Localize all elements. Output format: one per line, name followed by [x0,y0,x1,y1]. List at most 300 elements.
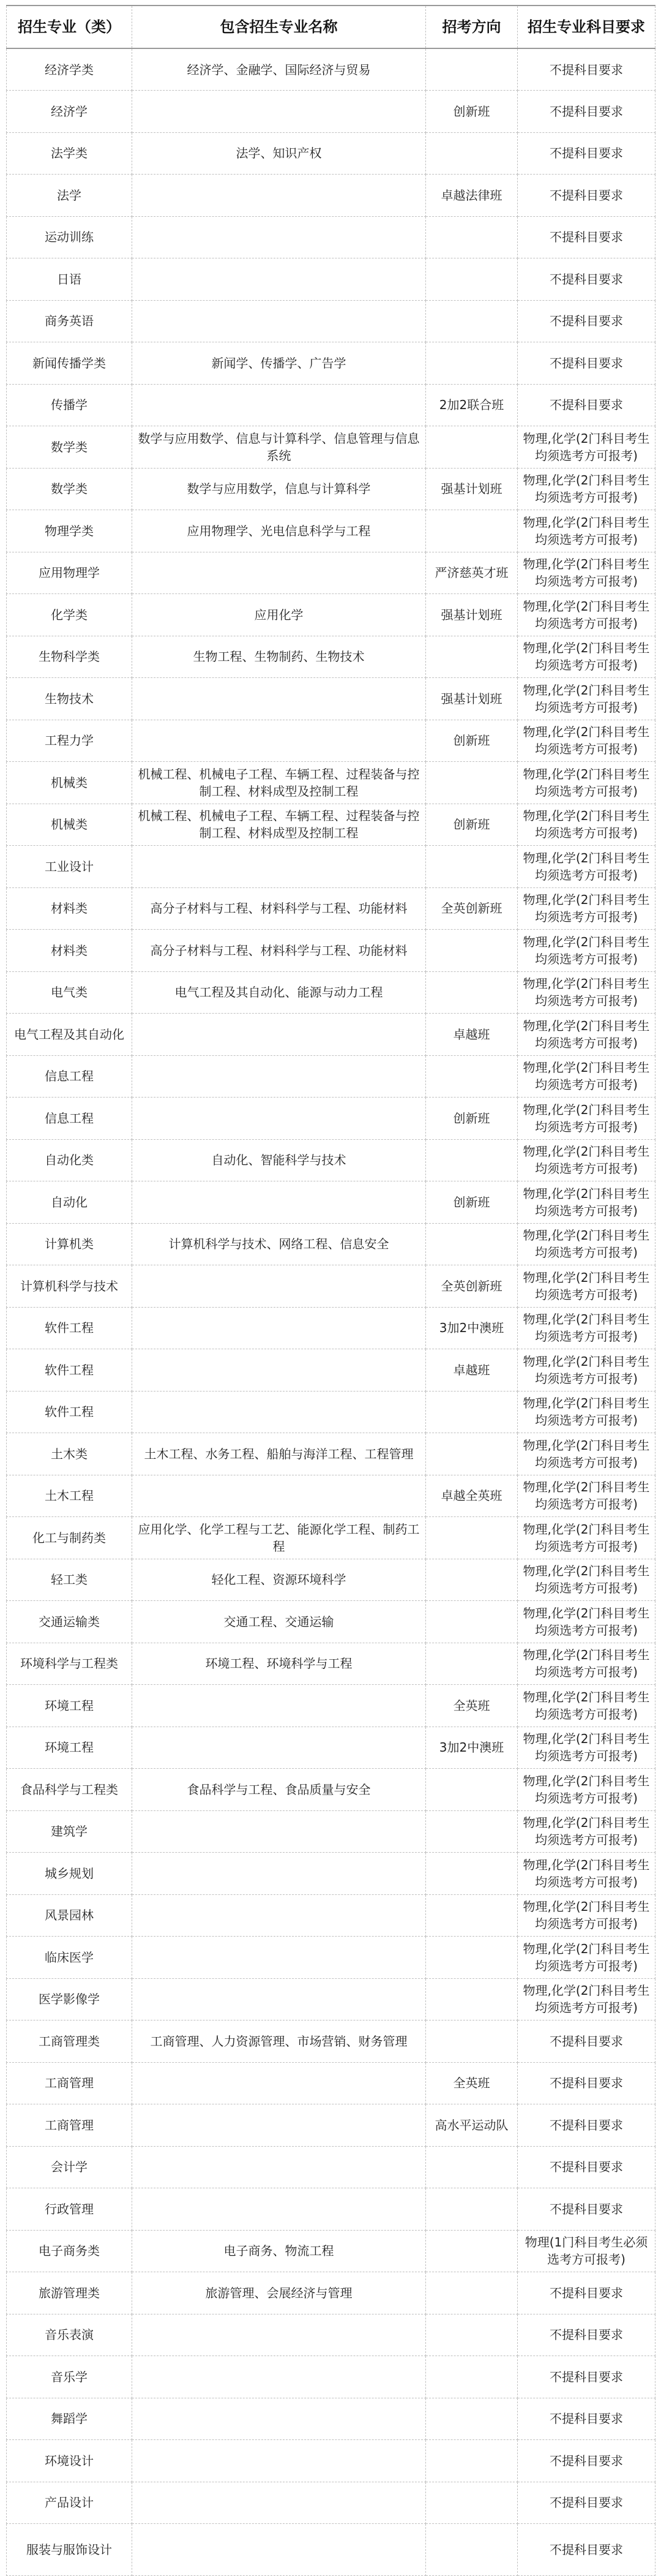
direction-cell: 强基计划班 [426,468,518,510]
direction-cell [426,636,518,678]
direction-cell: 全英创新班 [426,887,518,930]
direction-cell: 强基计划班 [426,594,518,636]
major-category-cell: 服装与服饰设计 [7,2524,132,2576]
table-row [7,720,655,762]
direction-cell [426,1810,518,1853]
included-majors-cell [132,2062,426,2104]
included-majors-cell [132,1098,426,1140]
major-category-cell: 行政管理 [7,2188,132,2231]
direction-cell [426,2272,518,2314]
direction-cell: 创新班 [426,91,518,133]
direction-cell: 强基计划班 [426,678,518,720]
direction-cell [426,1223,518,1265]
subject-requirement-cell: 不提科目要求 [518,216,655,258]
major-category-cell: 电子商务类 [7,2230,132,2272]
subject-requirement-cell: 不提科目要求 [518,2482,655,2524]
subject-requirement-cell: 物理,化学(2门科目考生均须选考方可报考) [518,1098,655,1140]
included-majors-cell [132,300,426,342]
included-majors-cell [132,1307,426,1349]
table-row [7,762,655,804]
direction-cell: 卓越班 [426,1349,518,1392]
subject-requirement-cell: 不提科目要求 [518,300,655,342]
table-body [7,48,655,2576]
major-category-cell: 工商管理 [7,2104,132,2147]
direction-cell [426,930,518,972]
table-row [7,1181,655,1224]
included-majors-cell [132,2146,426,2188]
major-category-cell: 机械类 [7,762,132,804]
direction-cell [426,1391,518,1433]
subject-requirement-cell: 物理,化学(2门科目考生均须选考方可报考) [518,1937,655,1979]
direction-cell [426,2188,518,2231]
subject-requirement-cell: 物理,化学(2门科目考生均须选考方可报考) [518,762,655,804]
included-majors-cell [132,91,426,133]
included-majors-cell [132,678,426,720]
table-row [7,930,655,972]
subject-requirement-cell: 不提科目要求 [518,2356,655,2398]
subject-requirement-cell: 不提科目要求 [518,132,655,175]
included-majors-cell [132,1391,426,1433]
major-category-cell: 物理学类 [7,510,132,552]
included-majors-cell: 应用物理学、光电信息科学与工程 [132,510,426,552]
subject-requirement-cell: 物理(1门科目考生必须选考方可报考) [518,2230,655,2272]
table-row [7,2062,655,2104]
included-majors-cell [132,846,426,888]
direction-cell [426,2230,518,2272]
included-majors-cell: 轻化工程、资源环境科学 [132,1559,426,1601]
table-row [7,1014,655,1056]
direction-cell [426,2482,518,2524]
subject-requirement-cell: 不提科目要求 [518,48,655,91]
direction-cell [426,300,518,342]
included-majors-cell [132,2440,426,2482]
direction-cell [426,1559,518,1601]
subject-requirement-cell: 物理,化学(2门科目考生均须选考方可报考) [518,1139,655,1181]
subject-requirement-cell: 物理,化学(2门科目考生均须选考方可报考) [518,1810,655,1853]
major-category-cell: 工程力学 [7,720,132,762]
subject-requirement-cell: 不提科目要求 [518,342,655,385]
table-row [7,384,655,426]
included-majors-cell: 电子商务、物流工程 [132,2230,426,2272]
included-majors-cell: 计算机科学与技术、网络工程、信息安全 [132,1223,426,1265]
included-majors-cell [132,552,426,594]
subject-requirement-cell: 物理,化学(2门科目考生均须选考方可报考) [518,971,655,1014]
included-majors-cell: 数学与应用数学、信息与计算科学、信息管理与信息系统 [132,426,426,469]
included-majors-cell: 生物工程、生物制药、生物技术 [132,636,426,678]
table-row [7,1265,655,1308]
direction-cell: 卓越班 [426,1014,518,1056]
subject-requirement-cell: 物理,化学(2门科目考生均须选考方可报考) [518,1391,655,1433]
table-row [7,1055,655,1098]
majors-table [6,5,655,2576]
included-majors-cell [132,1894,426,1937]
subject-requirement-cell: 物理,化学(2门科目考生均须选考方可报考) [518,1643,655,1685]
major-category-cell: 轻工类 [7,1559,132,1601]
major-category-cell: 环境工程 [7,1727,132,1769]
included-majors-cell: 经济学、金融学、国际经济与贸易 [132,48,426,91]
included-majors-cell: 旅游管理、会展经济与管理 [132,2272,426,2314]
direction-cell: 创新班 [426,720,518,762]
table-row [7,426,655,469]
direction-cell: 高水平运动队 [426,2104,518,2147]
major-category-cell: 临床医学 [7,1937,132,1979]
table-row [7,1098,655,1140]
table-row [7,2524,655,2576]
direction-cell [426,48,518,91]
subject-requirement-cell: 物理,化学(2门科目考生均须选考方可报考) [518,930,655,972]
subject-requirement-cell: 物理,化学(2门科目考生均须选考方可报考) [518,1517,655,1559]
major-category-cell: 软件工程 [7,1349,132,1392]
direction-cell: 全英班 [426,2062,518,2104]
subject-requirement-cell: 物理,化学(2门科目考生均须选考方可报考) [518,426,655,469]
major-category-cell: 自动化 [7,1181,132,1224]
subject-requirement-cell: 不提科目要求 [518,2188,655,2231]
included-majors-cell: 自动化、智能科学与技术 [132,1139,426,1181]
included-majors-cell [132,2188,426,2231]
table-row [7,1601,655,1643]
subject-requirement-cell: 物理,化学(2门科目考生均须选考方可报考) [518,1978,655,2021]
included-majors-cell: 电气工程及其自动化、能源与动力工程 [132,971,426,1014]
major-category-cell: 工商管理 [7,2062,132,2104]
subject-requirement-cell: 不提科目要求 [518,2398,655,2440]
table-row [7,132,655,175]
table-row [7,1391,655,1433]
major-category-cell: 音乐表演 [7,2314,132,2356]
subject-requirement-cell: 物理,化学(2门科目考生均须选考方可报考) [518,468,655,510]
direction-cell [426,1978,518,2021]
included-majors-cell [132,258,426,301]
table-row [7,971,655,1014]
included-majors-cell [132,384,426,426]
table-row [7,1349,655,1392]
major-category-cell: 传播学 [7,384,132,426]
subject-requirement-cell: 物理,化学(2门科目考生均须选考方可报考) [518,1223,655,1265]
subject-requirement-cell: 不提科目要求 [518,258,655,301]
table-row [7,91,655,133]
included-majors-cell [132,1853,426,1895]
subject-requirement-cell: 物理,化学(2门科目考生均须选考方可报考) [518,678,655,720]
included-majors-cell [132,1727,426,1769]
direction-cell: 3加2中澳班 [426,1307,518,1349]
included-majors-cell: 高分子材料与工程、材料科学与工程、功能材料 [132,887,426,930]
included-majors-cell [132,2104,426,2147]
major-category-cell: 法学类 [7,132,132,175]
major-category-cell: 运动训练 [7,216,132,258]
subject-requirement-cell: 物理,化学(2门科目考生均须选考方可报考) [518,720,655,762]
subject-requirement-cell: 不提科目要求 [518,175,655,217]
direction-cell [426,2398,518,2440]
subject-requirement-cell: 物理,化学(2门科目考生均须选考方可报考) [518,1601,655,1643]
table-row [7,594,655,636]
included-majors-cell: 法学、知识产权 [132,132,426,175]
subject-requirement-cell: 物理,化学(2门科目考生均须选考方可报考) [518,804,655,846]
major-category-cell: 材料类 [7,887,132,930]
table-header [7,6,655,48]
included-majors-cell: 应用化学 [132,594,426,636]
direction-cell: 创新班 [426,1181,518,1224]
included-majors-cell: 新闻学、传播学、广告学 [132,342,426,385]
table-row [7,1139,655,1181]
major-category-cell: 电气类 [7,971,132,1014]
included-majors-cell [132,1014,426,1056]
direction-cell [426,1517,518,1559]
subject-requirement-cell: 物理,化学(2门科目考生均须选考方可报考) [518,1894,655,1937]
major-category-cell: 法学 [7,175,132,217]
direction-cell: 全英班 [426,1685,518,1727]
included-majors-cell: 交通工程、交通运输 [132,1601,426,1643]
subject-requirement-cell: 物理,化学(2门科目考生均须选考方可报考) [518,1475,655,1517]
major-category-cell: 生物技术 [7,678,132,720]
included-majors-cell [132,1055,426,1098]
header-direction: 招考方向 [426,6,518,48]
subject-requirement-cell: 不提科目要求 [518,2524,655,2576]
direction-cell [426,2146,518,2188]
included-majors-cell [132,1685,426,1727]
direction-cell [426,971,518,1014]
major-category-cell: 化学类 [7,594,132,636]
direction-cell: 创新班 [426,804,518,846]
subject-requirement-cell: 不提科目要求 [518,2021,655,2063]
included-majors-cell [132,720,426,762]
table-row [7,846,655,888]
table-row [7,258,655,301]
direction-cell [426,1643,518,1685]
included-majors-cell [132,1978,426,2021]
table-row [7,2314,655,2356]
subject-requirement-cell: 不提科目要求 [518,2104,655,2147]
subject-requirement-cell: 物理,化学(2门科目考生均须选考方可报考) [518,1181,655,1224]
subject-requirement-cell: 物理,化学(2门科目考生均须选考方可报考) [518,1559,655,1601]
subject-requirement-cell: 物理,化学(2门科目考生均须选考方可报考) [518,1014,655,1056]
header-subject-requirement: 招生专业科目要求 [518,6,655,48]
direction-cell [426,510,518,552]
table-row [7,300,655,342]
subject-requirement-cell: 物理,化学(2门科目考生均须选考方可报考) [518,510,655,552]
subject-requirement-cell: 物理,化学(2门科目考生均须选考方可报考) [518,552,655,594]
table-row [7,1853,655,1895]
major-category-cell: 自动化类 [7,1139,132,1181]
table-row [7,1559,655,1601]
major-category-cell: 土木类 [7,1433,132,1475]
included-majors-cell: 食品科学与工程、食品质量与安全 [132,1769,426,1811]
included-majors-cell [132,2524,426,2576]
direction-cell [426,2524,518,2576]
subject-requirement-cell: 物理,化学(2门科目考生均须选考方可报考) [518,1769,655,1811]
table-row [7,1433,655,1475]
direction-cell [426,2314,518,2356]
subject-requirement-cell: 不提科目要求 [518,2146,655,2188]
direction-cell: 全英创新班 [426,1265,518,1308]
major-category-cell: 工业设计 [7,846,132,888]
included-majors-cell: 土木工程、水务工程、船舶与海洋工程、工程管理 [132,1433,426,1475]
major-category-cell: 材料类 [7,930,132,972]
direction-cell [426,342,518,385]
major-category-cell: 软件工程 [7,1307,132,1349]
major-category-cell: 工商管理类 [7,2021,132,2063]
direction-cell [426,846,518,888]
subject-requirement-cell: 物理,化学(2门科目考生均须选考方可报考) [518,1265,655,1308]
subject-requirement-cell: 不提科目要求 [518,2314,655,2356]
table-row [7,1727,655,1769]
table-row [7,2146,655,2188]
direction-cell [426,762,518,804]
table-row [7,48,655,91]
included-majors-cell [132,1265,426,1308]
major-category-cell: 计算机类 [7,1223,132,1265]
direction-cell [426,2356,518,2398]
table-row [7,1894,655,1937]
subject-requirement-cell: 物理,化学(2门科目考生均须选考方可报考) [518,1307,655,1349]
major-category-cell: 软件工程 [7,1391,132,1433]
table-row [7,1685,655,1727]
subject-requirement-cell: 不提科目要求 [518,2440,655,2482]
major-category-cell: 医学影像学 [7,1978,132,2021]
table-row [7,1978,655,2021]
major-category-cell: 会计学 [7,2146,132,2188]
direction-cell: 3加2中澳班 [426,1727,518,1769]
included-majors-cell: 应用化学、化学工程与工艺、能源化学工程、制药工程 [132,1517,426,1559]
table-row [7,175,655,217]
subject-requirement-cell: 物理,化学(2门科目考生均须选考方可报考) [518,1055,655,1098]
direction-cell: 创新班 [426,1098,518,1140]
header-row [7,6,655,48]
subject-requirement-cell: 物理,化学(2门科目考生均须选考方可报考) [518,594,655,636]
table-row [7,804,655,846]
table-row [7,1769,655,1811]
direction-cell [426,1055,518,1098]
subject-requirement-cell: 物理,化学(2门科目考生均须选考方可报考) [518,636,655,678]
table-row [7,2482,655,2524]
included-majors-cell [132,175,426,217]
included-majors-cell [132,2398,426,2440]
table-row [7,2188,655,2231]
major-category-cell: 计算机科学与技术 [7,1265,132,1308]
table-row [7,2230,655,2272]
included-majors-cell [132,1181,426,1224]
table-row [7,1223,655,1265]
major-category-cell: 应用物理学 [7,552,132,594]
included-majors-cell: 环境工程、环境科学与工程 [132,1643,426,1685]
table-row [7,342,655,385]
direction-cell [426,258,518,301]
direction-cell [426,1769,518,1811]
subject-requirement-cell: 物理,化学(2门科目考生均须选考方可报考) [518,846,655,888]
direction-cell [426,1894,518,1937]
table-row [7,468,655,510]
major-category-cell: 数学类 [7,426,132,469]
table-row [7,2356,655,2398]
table-row [7,1937,655,1979]
major-category-cell: 土木工程 [7,1475,132,1517]
table-row [7,887,655,930]
direction-cell [426,1601,518,1643]
table-row [7,1475,655,1517]
direction-cell [426,1853,518,1895]
major-category-cell: 产品设计 [7,2482,132,2524]
major-category-cell: 建筑学 [7,1810,132,1853]
table-row [7,678,655,720]
major-category-cell: 日语 [7,258,132,301]
table-row [7,2272,655,2314]
table-row [7,1307,655,1349]
direction-cell [426,2021,518,2063]
major-category-cell: 城乡规划 [7,1853,132,1895]
table-row [7,2021,655,2063]
table-row [7,216,655,258]
subject-requirement-cell: 物理,化学(2门科目考生均须选考方可报考) [518,1433,655,1475]
table-row [7,552,655,594]
table-row [7,636,655,678]
major-category-cell: 旅游管理类 [7,2272,132,2314]
subject-requirement-cell: 物理,化学(2门科目考生均须选考方可报考) [518,1853,655,1895]
major-category-cell: 环境设计 [7,2440,132,2482]
subject-requirement-cell: 不提科目要求 [518,384,655,426]
table-row [7,1810,655,1853]
major-category-cell: 环境科学与工程类 [7,1643,132,1685]
table-row [7,2398,655,2440]
subject-requirement-cell: 物理,化学(2门科目考生均须选考方可报考) [518,1685,655,1727]
major-category-cell: 交通运输类 [7,1601,132,1643]
direction-cell [426,216,518,258]
direction-cell [426,132,518,175]
direction-cell [426,1433,518,1475]
major-category-cell: 风景园林 [7,1894,132,1937]
subject-requirement-cell: 不提科目要求 [518,91,655,133]
major-category-cell: 化工与制药类 [7,1517,132,1559]
subject-requirement-cell: 物理,化学(2门科目考生均须选考方可报考) [518,1349,655,1392]
major-category-cell: 经济学 [7,91,132,133]
included-majors-cell: 高分子材料与工程、材料科学与工程、功能材料 [132,930,426,972]
included-majors-cell: 机械工程、机械电子工程、车辆工程、过程装备与控制工程、材料成型及控制工程 [132,762,426,804]
included-majors-cell [132,2356,426,2398]
direction-cell [426,2440,518,2482]
major-category-cell: 音乐学 [7,2356,132,2398]
included-majors-cell [132,1937,426,1979]
subject-requirement-cell: 不提科目要求 [518,2272,655,2314]
included-majors-cell: 工商管理、人力资源管理、市场营销、财务管理 [132,2021,426,2063]
major-category-cell: 数学类 [7,468,132,510]
header-included-majors: 包含招生专业名称 [132,6,426,48]
major-category-cell: 机械类 [7,804,132,846]
major-category-cell: 电气工程及其自动化 [7,1014,132,1056]
included-majors-cell [132,2314,426,2356]
included-majors-cell: 机械工程、机械电子工程、车辆工程、过程装备与控制工程、材料成型及控制工程 [132,804,426,846]
included-majors-cell [132,1349,426,1392]
header-major-category: 招生专业（类） [7,6,132,48]
table-row [7,2440,655,2482]
included-majors-cell [132,1475,426,1517]
subject-requirement-cell: 不提科目要求 [518,2062,655,2104]
direction-cell [426,1139,518,1181]
included-majors-cell: 数学与应用数学，信息与计算科学 [132,468,426,510]
direction-cell: 2加2联合班 [426,384,518,426]
table-row [7,2104,655,2147]
major-category-cell: 信息工程 [7,1098,132,1140]
table-row [7,1643,655,1685]
major-category-cell: 生物科学类 [7,636,132,678]
table-row [7,1517,655,1559]
direction-cell: 严济慈英才班 [426,552,518,594]
major-category-cell: 商务英语 [7,300,132,342]
major-category-cell: 环境工程 [7,1685,132,1727]
major-category-cell: 信息工程 [7,1055,132,1098]
table-row [7,510,655,552]
major-category-cell: 食品科学与工程类 [7,1769,132,1811]
included-majors-cell [132,2482,426,2524]
direction-cell: 卓越全英班 [426,1475,518,1517]
direction-cell [426,426,518,469]
direction-cell: 卓越法律班 [426,175,518,217]
